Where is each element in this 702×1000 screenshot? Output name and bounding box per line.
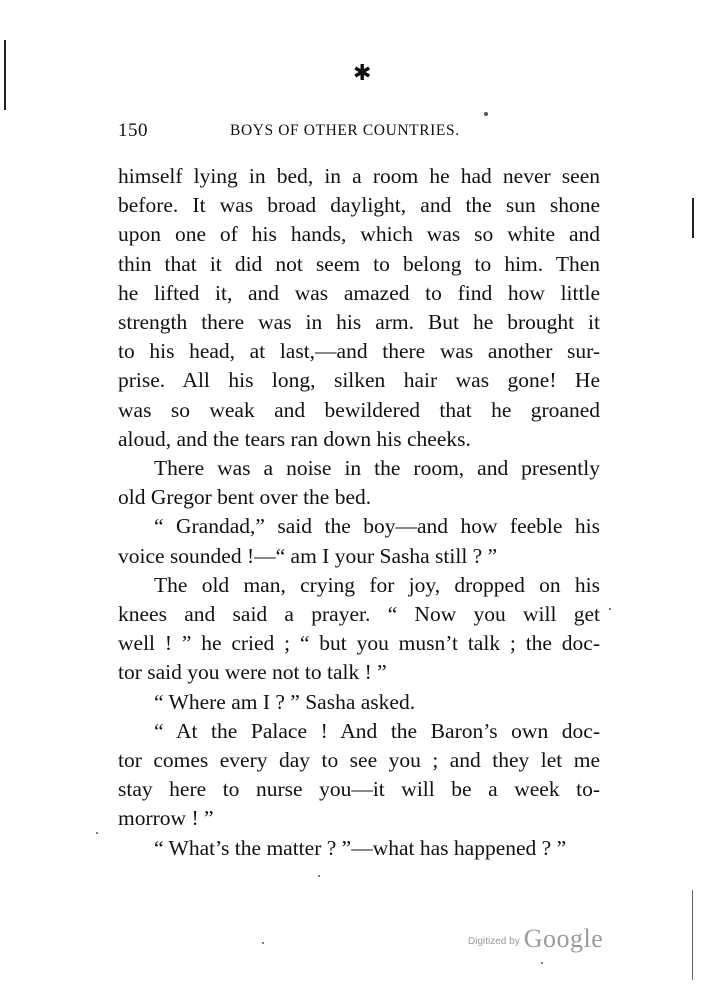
text-line: to his head, at last,—and there was another sur-	[118, 339, 600, 364]
running-title: BOYS OF OTHER COUNTRIES.	[230, 122, 460, 139]
ink-speck	[609, 608, 611, 610]
paragraph	[118, 834, 600, 863]
text-line: tor said you were not to talk ! ”	[118, 660, 387, 685]
ink-speck	[541, 962, 543, 964]
ink-speck	[484, 112, 488, 116]
text-line: The old man, crying for joy, dropped on his	[154, 572, 600, 597]
right-scan-edge-lower	[692, 890, 693, 980]
text-line: before. It was broad daylight, and the sun shone	[118, 193, 600, 218]
left-scan-edge	[4, 40, 6, 110]
text-line: “ At the Palace ! And the Baron’s own doc-	[154, 718, 600, 743]
text-line: he lifted it, and was amazed to find how little	[118, 280, 600, 305]
paragraph	[118, 454, 600, 512]
text-line: morrow ! ”	[118, 806, 214, 831]
right-scan-edge	[692, 198, 694, 238]
text-line: “ What’s the matter ? ”—what has happened ? ”	[154, 835, 567, 860]
paragraph	[118, 571, 600, 688]
digitized-by-label: Digitized by	[468, 936, 520, 947]
text-line: upon one of his hands, which was so white and	[118, 222, 600, 247]
text-line: stay here to nurse you—it will be a week to-	[118, 777, 600, 802]
text-line: well ! ” he cried ; “ but you musn’t talk ; the doc-	[118, 631, 600, 656]
text-line: tor comes every day to see you ; and they let me	[118, 748, 600, 773]
text-line: himself lying in bed, in a room he had never seen	[118, 164, 600, 188]
text-line: “ Grandad,” said the boy—and how feeble his	[154, 514, 600, 539]
text-line: voice sounded !—“ am I your Sasha still ? ”	[118, 543, 498, 568]
body-text	[118, 162, 600, 863]
ink-speck	[318, 875, 320, 877]
text-line: “ Where am I ? ” Sasha asked.	[154, 689, 416, 714]
paragraph	[118, 162, 600, 454]
google-logo: Google	[523, 924, 604, 953]
text-line: prise. All his long, silken hair was gone! He	[118, 368, 600, 393]
running-header	[118, 120, 598, 144]
text-line: There was a noise in the room, and presently	[154, 456, 600, 481]
printer-ornament-icon: ✱	[353, 60, 372, 85]
digitization-watermark	[468, 924, 603, 954]
text-line: knees and said a prayer. “ Now you will get	[118, 602, 600, 627]
page-number: 150	[118, 120, 148, 141]
paragraph	[118, 512, 600, 570]
text-line: strength there was in his arm. But he brought it	[118, 310, 600, 335]
paragraph	[118, 688, 600, 717]
text-line: was so weak and bewildered that he groaned	[118, 397, 600, 422]
text-line: thin that it did not seem to belong to him. Then	[118, 251, 600, 276]
ink-speck	[262, 942, 264, 944]
paragraph	[118, 717, 600, 834]
text-line: aloud, and the tears ran down his cheeks.	[118, 426, 471, 451]
ink-speck	[96, 832, 98, 834]
text-line: old Gregor bent over the bed.	[118, 485, 372, 510]
